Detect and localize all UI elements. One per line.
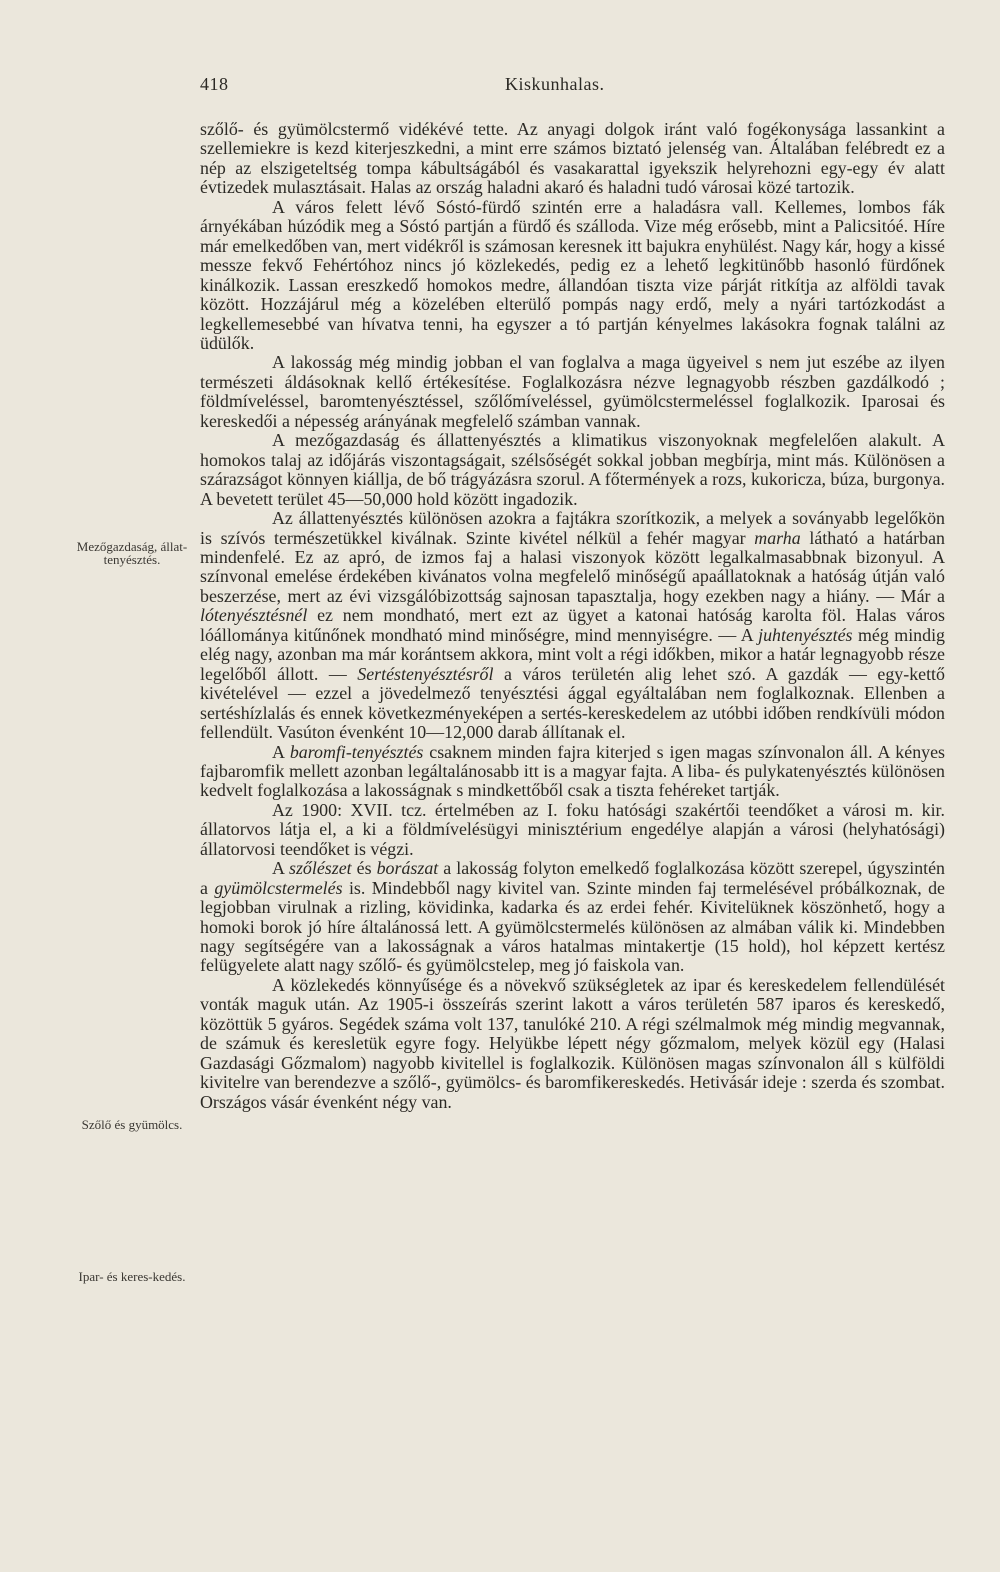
italic-term: juhtenyésztés — [758, 624, 853, 645]
paragraph-7: Az 1900: XVII. tcz. értelmében az I. foku hatósági szakértői teendőket a városi m. kir. állatorvos látja el, a ki a földmívelésügyi minisztérium engedélye alapján a városi (helyhatósági) állatorvosi teendőket is végzi. — [200, 799, 945, 859]
paragraph-2: A város felett lévő Sóstó-fürdő szintén erre a haladásra vall. Kellemes, lombos fák árnyékában húzódik meg a Sóstó partján a fürdő és szálloda. Vize még erősebb, mint a Palicsitóé. Híre már emelkedőben van, mert vidékről is számosan keresnek itt bajukra enyhülést. Nagy kár, hogy a kissé messze fekvő Fehértóhoz nincs jó közlekedés, pedig ez a lehető legkitünőbb hasonló fürdőnek kinálkozik. Lassan ereszkedő homokos medre, állandóan tiszta vize párját ritkítja az alföldi tavak között. Hozzájárul még a közelében elterülő pompás nagy erdő, mely a nyári tartózkodást a legkellemesebbé van hívatva tenni, ha egyszer a tó partján kényelmes lakásokra fognak találni az üdülők. — [200, 196, 945, 353]
text-run: a lakosság folyton emelkedő foglalkozása között szerepel, úgyszintén a — [200, 858, 946, 898]
paragraph-4: A mezőgazdaság és állattenyésztés a klimatikus viszonyoknak megfelelően alakult. A homokos talaj az időjárás viszontagságait, szélsőségét sokkal jobban megbírja, mint más. Különösen a szárazságot könnyen kiállja, de bő trágyázásra szorul. A főtermények a rozs, kukoricza, búza, burgonya. A bevetett terület 45—50,000 hold között ingadozik. — [200, 430, 945, 509]
margin-note-industry-trade: Ipar- és keres-kedés. — [78, 1269, 186, 1284]
italic-term: borászat — [376, 858, 439, 879]
paragraph-8 — [200, 859, 945, 976]
text-run: ez nem mondható, mert ezt az ügyet a katonai hatóság karolta föl. Halas város lóállománya kitűnőnek mondható mind minőségre, mind mennyiségre. — A — [200, 605, 946, 645]
text-run: A — [272, 858, 284, 879]
text-run: is. Mindebből nagy kivitel van. Szinte minden faj termelésével próbálkoznak, de legjobban virulnak a rizling, kövidinka, kadarka és az erdei fehér. Kivitelüknek köszönhető, hogy a homoki borok jó híre általánossá lett. A gyümölcstermelés különösen az almában válik ki. Mindebben nagy segítségére van a lakosságnak a város hatalmas mintakertje (15 hold), hol képzett kertész felügyelete alatt nagy szőlő- és gyümölcstelep, meg jó faiskola van. — [200, 877, 945, 976]
paragraph-1: szőlő- és gyümölcstermő vidékévé tette. Az anyagi dolgok iránt való fogékonysága lassankint a szellemiekre is kezd kiterjeszkedni, a mint erre számos biztató jelenség van. Általában felébredt ez a nép az elszigeteltség tompa kábultságából és vasakarattal igyekszik helyrehozni egy-egy év alatt évtizedek mulasztásait. Halas az ország haladni akaró és haladni tudó városai közé tartozik. — [200, 119, 945, 198]
text-run: látható a határban mindenfelé. Ez az apró, de izmos faj a halasi viszonyok között legalkalmasabbnak bizonyul. A színvonal emelése érdekében kivánatos volna megfelelő minőségű apaállatoknak a hatóság útján való beszerzése, mert az évi vizsgálóbizottság sajnosan tapasztalja, hogy ezekben nagy a hiány. — Már a — [200, 527, 945, 606]
text-run: még mindig elég nagy, azonban ma már korántsem akkora, mint volt a régi időkben, mikor a határ legnagyobb része legelőből állott. — — [200, 624, 945, 684]
italic-term: lótenyésztésnél — [200, 605, 308, 626]
text-run: csaknem minden fajra kiterjed s igen magas színvonalon áll. A kényes fajbaromfik mellett azonban legáltalánosabb itt is a magyar fajta. A liba- és pulykatenyésztés különösen kedvelt foglalkozása a lakosságnak s mindkettőből csak a tiszta fehéreket tartják. — [200, 741, 945, 801]
text-run: Az állattenyésztés különösen azokra a fajtákra szorítkozik, a melyek a soványabb legelőkön is szívós természetükkel kiválnak. Szinte kivétel nélkül a fehér magyar — [200, 508, 945, 548]
paragraph-3: A lakosság még mindig jobban el van foglalva a maga ügyeivel s nem jut eszébe az ilyen természeti áldásoknak kellő értékesítése. Foglalkozásra nézve legnagyobb részben gazdálkodó ; földmíveléssel, baromtenyésztéssel, szőlőmíveléssel, gyümölcstermeléssel foglalkozik. Iparosai és kereskedői a népesség arányának megfelelő számban vannak. — [200, 352, 945, 431]
italic-term: marha — [754, 527, 801, 548]
margin-note-agriculture: Mezőgazdaság, állat-tenyésztés. — [76, 539, 188, 567]
text-run: a város területén alig lehet szó. A gazdák — egy-kettő kivételével — ezzel a jövedelmező tenyésztési ággal egyáltalában nem foglalkoznak. Ellenben a sertéshízlalás és ennek következményeképen a sertés-kereskedelem az utóbbi időben rendkívüli módon fellendült. Vasúton évenként 10—12,000 darab állítanak el. — [200, 663, 945, 743]
body-text — [200, 120, 945, 1112]
italic-term: gyümölcstermelés — [214, 877, 343, 898]
paragraph-9: A közlekedés könnyűsége és a növekvő szükségletek az ipar és kereskedelem fellendülését vonták maguk után. Az 1905-i összeírás szerint lakott a város területén 587 iparos és kereskedő, közöttük 5 gyáros. Segédek száma volt 137, tanulóké 210. A régi szélmalmok még mindig megvannak, de számuk és keresletük egyre fogy. Helyükbe lépett négy gőzmalom, melyek közül egy (Halasi Gazdasági Gőzmalom) nagyobb kivitellel is foglalkozik. Különösen magas színvonalon áll s külföldi kivitelre van berendezve a szőlő-, gyümölcs- és baromfikereskedés. Hetivásár ideje : szerda és szombat. Országos vásár évenként négy van. — [200, 974, 945, 1112]
paragraph-6 — [200, 743, 945, 801]
italic-term: Sertéstenyésztésről — [357, 663, 494, 684]
text-run: A — [272, 741, 284, 762]
paragraph-5 — [200, 509, 945, 742]
page-number: 418 — [200, 74, 229, 94]
italic-term: baromfi-tenyésztés — [289, 741, 424, 762]
margin-note-wine-fruit: Szőlő és gyümölcs. — [81, 1117, 183, 1132]
text-run: és — [356, 858, 372, 879]
page-header — [200, 74, 945, 100]
running-title: Kiskunhalas. — [505, 74, 605, 94]
italic-term: szőlészet — [288, 858, 352, 879]
